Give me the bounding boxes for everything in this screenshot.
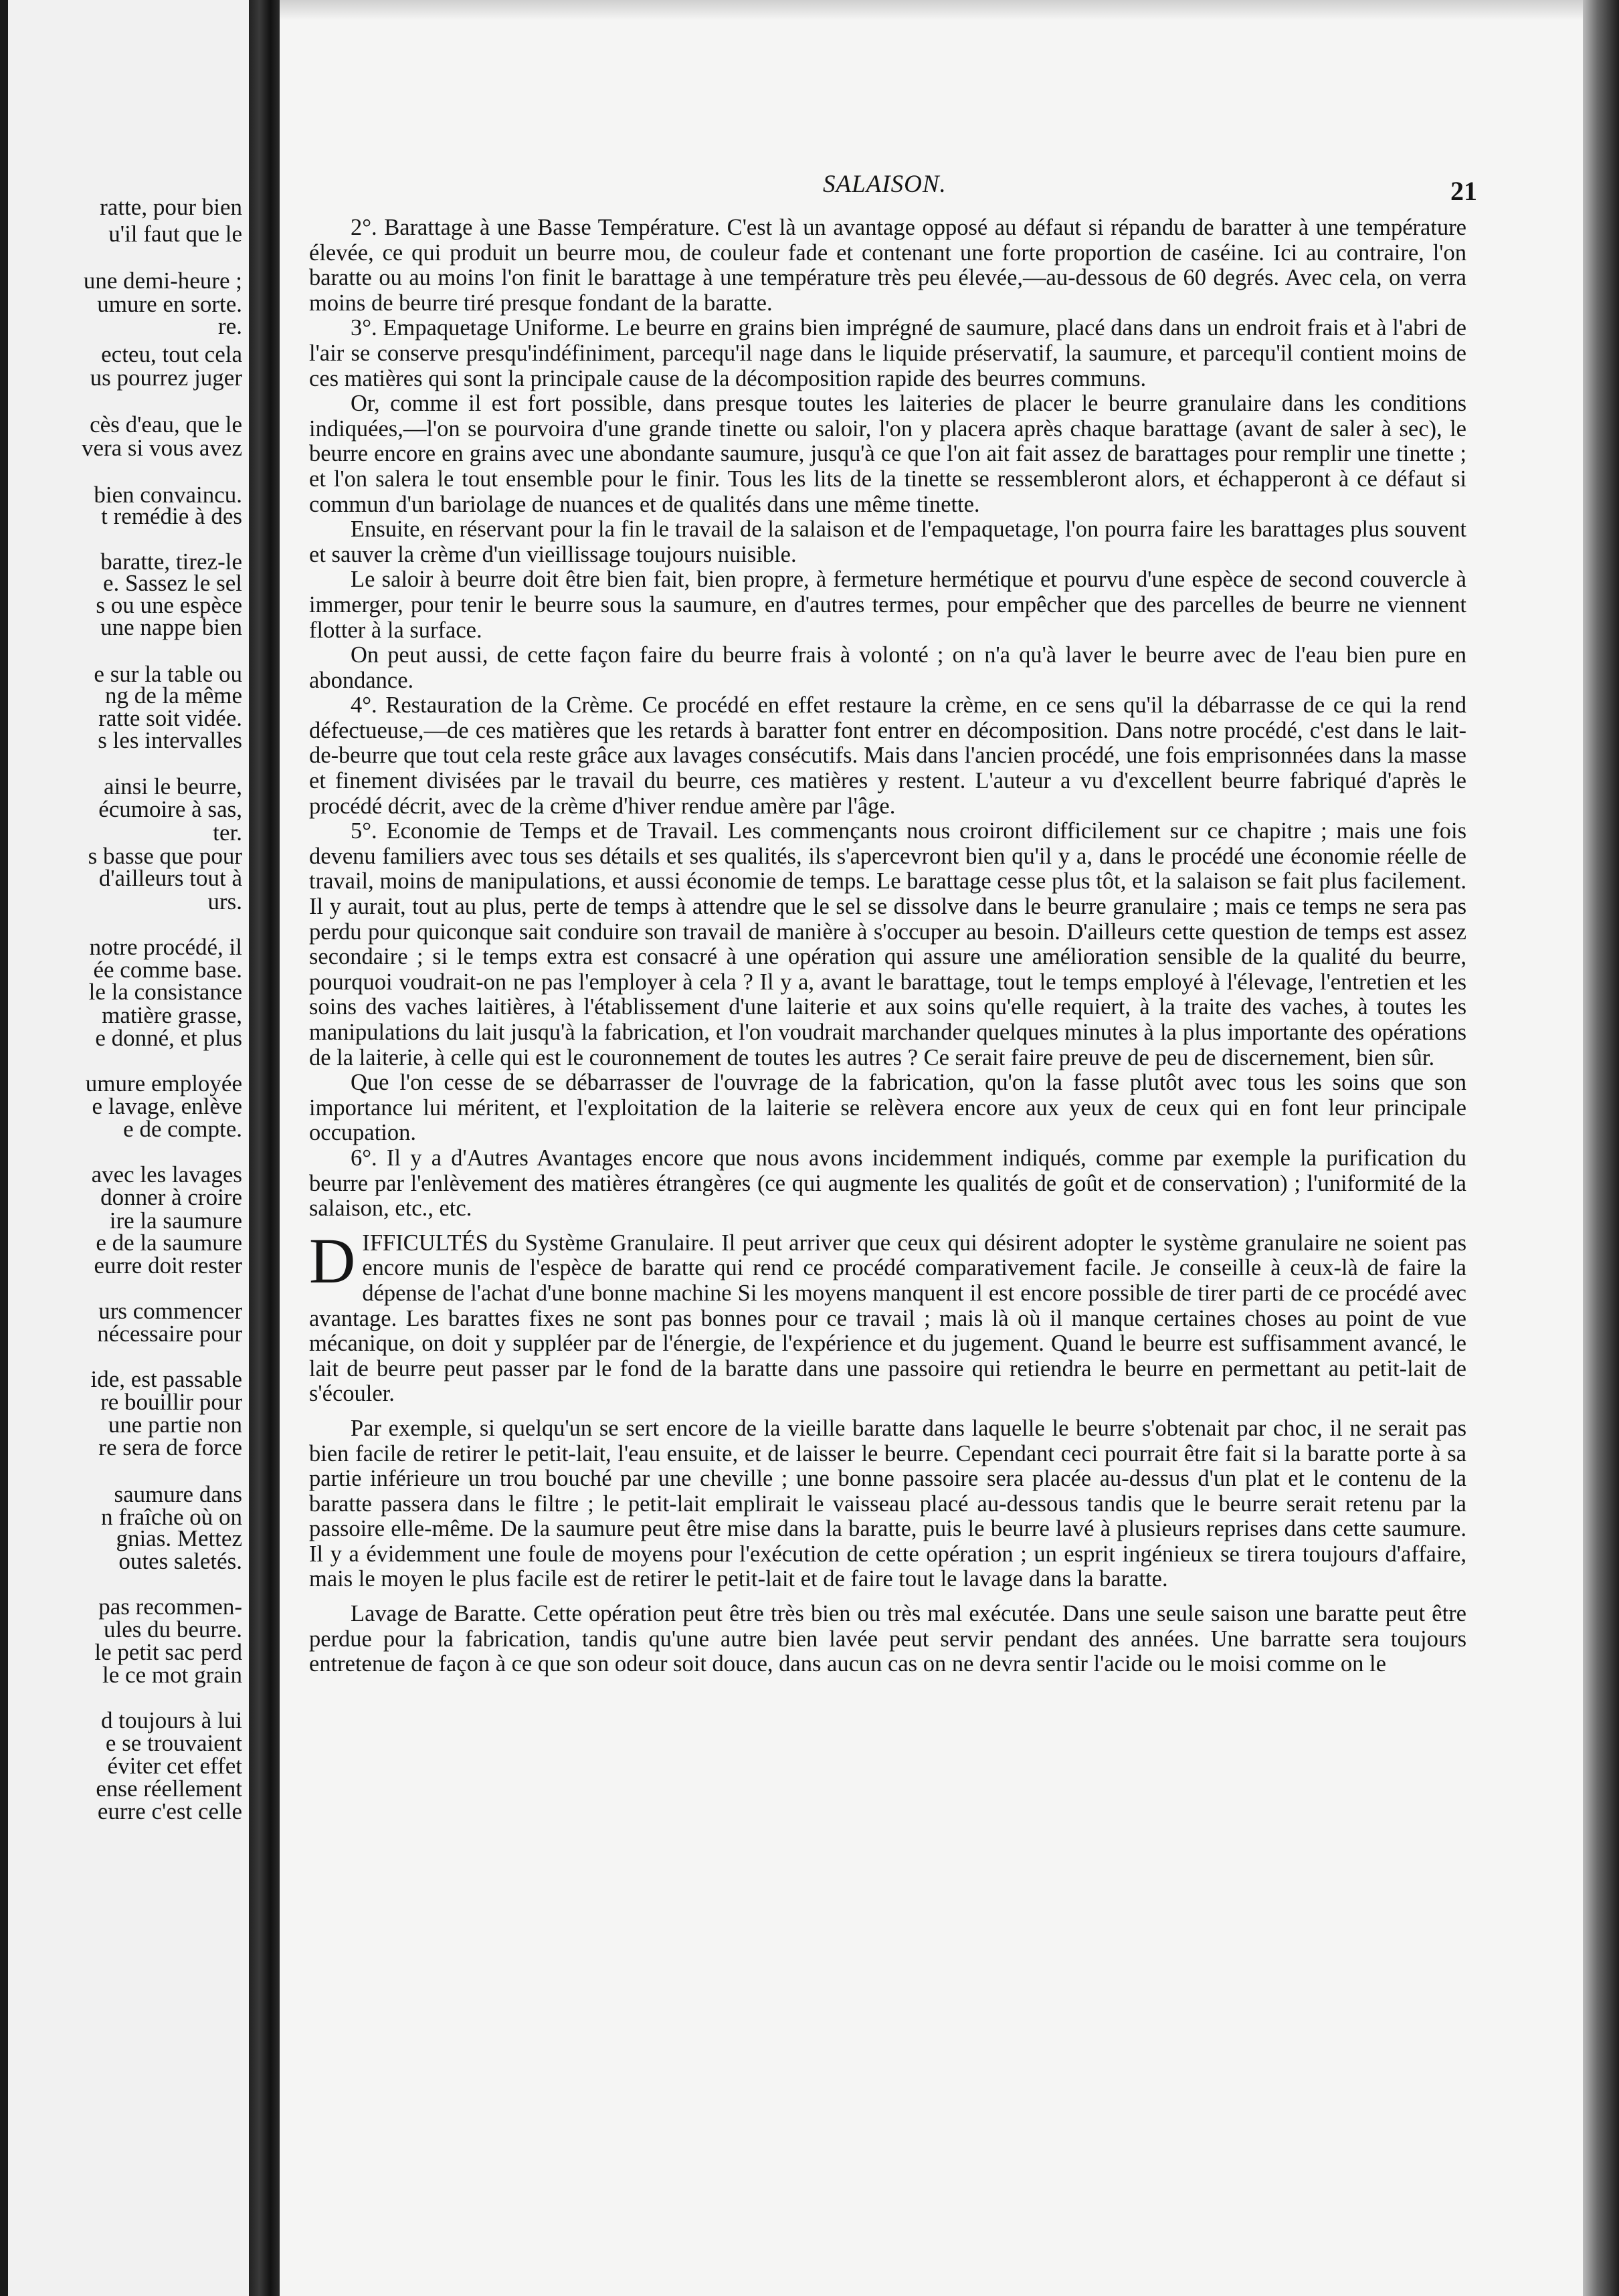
paragraph: On peut aussi, de cette façon faire du beurre frais à volonté ; on n'a qu'à laver le beurre avec de l'eau bien pure en abondance. (309, 642, 1466, 693)
left-page-line: umure employée (85, 1070, 242, 1096)
left-page-line: eurre c'est celle (97, 1798, 242, 1824)
paragraph: 6°. Il y a d'Autres Avantages encore que nous avons incidemment indiqués, comme par exemple la purification du beurre par l'enlèvement des matières étrangères (ce qui augmente les qualités de goût et de conservation) ; l'uniformité de la salaison, etc., etc. (309, 1145, 1466, 1222)
left-page-line: ée comme base. (93, 957, 242, 983)
left-page-line: baratte, tirez-le (100, 549, 242, 575)
left-page-line: urs. (207, 888, 242, 915)
left-page-line: d toujours à lui (101, 1707, 242, 1733)
left-page-line: ide, est passable (90, 1366, 242, 1392)
left-page-line: n fraîche où on (101, 1504, 242, 1530)
left-page-line: u'il faut que le (108, 221, 242, 247)
left-page-line: ratte, pour bien (100, 194, 242, 220)
left-page-line: le la consistance (88, 979, 242, 1005)
left-page-line: t remédie à des (101, 503, 242, 529)
left-page-line: une nappe bien (100, 614, 242, 640)
left-page-line: e de compte. (123, 1116, 242, 1142)
paragraph: 3°. Empaquetage Uniforme. Le beurre en grains bien imprégné de saumure, placé dans dans un endroit frais et à l'abri de l'air se conserve presqu'indéfiniment, parcequ'il nage dans le liquide préservatif, la saumure, et parcequ'il contient moins de ces matières qui sont la principale cause de la décomposition rapide des beurres communs. (309, 315, 1466, 391)
right-page-edge-shadow (1583, 0, 1619, 2296)
left-page-line: re bouillir pour (100, 1389, 242, 1415)
left-page-line: e. Sassez le sel (103, 570, 242, 596)
paragraph: Par exemple, si quelqu'un se sert encore de la vieille baratte dans laquelle le beurre s'obtenait par choc, il ne serait pas bien facile de retirer le petit-lait, l'eau ensuite, et de laisser le beurre. Cependant ceci pourrait être fait si la baratte porte à sa partie inférieure un trou bouché par une cheville ; une bonne passoire sera placée au-dessus d'un plat et le contenu de la baratte passera dans le filtre ; le petit-lait emplirait le vaisseau placé au-dessous tandis que le beurre serait retenu par la passoire elle-même. De la saumure peut être mise dans la baratte, puis le beurre lavé à plusieurs reprises dans cette saumure. Il y a évidemment une foule de moyens pour l'exécution de cette opération ; un esprit ingénieux se tirera toujours d'affaire, mais le moyen le plus facile est de retirer le petit-lait et de faire tout le lavage dans la baratte. (309, 1415, 1466, 1592)
left-page-line: saumure dans (114, 1481, 242, 1507)
left-page-line: notre procédé, il (89, 934, 242, 960)
left-page-line: gnias. Mettez (116, 1525, 242, 1551)
left-page-line: umure en sorte. (97, 291, 242, 317)
running-title: SALAISON. (823, 171, 947, 198)
book-gutter (249, 0, 280, 2296)
page-top-edge (280, 0, 1583, 20)
left-page-line: ainsi le beurre, (104, 773, 242, 799)
left-page-line: s ou une espèce (96, 592, 242, 618)
section-text: IFFICULTÉS du Système Granulaire. Il peut arriver que ceux qui désirent adopter le système granulaire ne soient pas encore munis de l'espèce de baratte qui rend ce procédé comparativement facile. Je conseille à ceux-là de faire la dépense de l'achat d'une bonne machine Si les moyens manquent il est encore possible de tirer parti de ce procédé avec avantage. Les barattes fixes ne sont pas bonnes pour ce travail ; mais là où il manque certaines choses au point de vue mécanique, on doit y suppléer par de l'énergie, de l'expérience et du jugement. Quand le beurre est suffisamment avancé, le lait de beurre peut passer par le fond de la baratte dans une passoire qui retiendra le beurre en permettant au petit-lait de s'écouler. (309, 1230, 1466, 1407)
left-page-line: e donné, et plus (95, 1025, 242, 1051)
paragraph: Le saloir à beurre doit être bien fait, bien propre, à fermeture hermétique et pourvu d'une espèce de second couvercle à immerger, pour tenir le beurre sous la saumure, en d'autres termes, pour empêcher que des parcelles de beurre ne viennent flotter à la surface. (309, 567, 1466, 643)
left-page-line: urs commencer (98, 1298, 242, 1324)
left-page-line: le ce mot grain (102, 1662, 242, 1688)
left-page-line: ratte soit vidée. (98, 705, 242, 731)
left-page-line: matière grasse, (102, 1002, 242, 1028)
left-page-line: re. (218, 313, 242, 339)
left-page-fragment (0, 0, 249, 2296)
paragraph: Ensuite, en réservant pour la fin le travail de la salaison et de l'empaquetage, l'on pourra faire les barattages plus souvent et sauver la crème d'un vieillissage toujours nuisible. (309, 516, 1466, 567)
section-paragraph (309, 1224, 1466, 1407)
left-page-line: e sur la table ou (94, 661, 242, 687)
left-page-line: ules du beurre. (103, 1616, 242, 1642)
drop-cap: D (309, 1224, 356, 1297)
left-page-line: vera si vous avez (81, 435, 242, 461)
page-number: 21 (1450, 176, 1477, 206)
paragraph: 2°. Barattage à une Basse Température. C'est là un avantage opposé au défaut si répandu de baratter à une température élevée, ce qui produit un beurre mou, de couleur fade et contenant une forte proportion de caséine. Ici au contraire, l'on baratte ou au moins l'on finit le barattage à une température très peu élevée,—au-dessous de 60 degrés. Avec cela, on verra moins de beurre tiré presque fondant de la baratte. (309, 215, 1466, 316)
left-page-line: e lavage, enlève (92, 1093, 242, 1119)
left-page-line: ng de la même (104, 682, 242, 708)
left-page-line: une partie non (108, 1412, 242, 1438)
left-page-line: e se trouvaient (105, 1730, 242, 1756)
paragraph: Or, comme il est fort possible, dans presque toutes les laiteries de placer le beurre granulaire dans les conditions indiquées,—l'on se pourvoira d'une grande tinette ou saloir, l'on y placera après chaque barattage (avant de saler à sec), le beurre encore en grains avec une abondante saumure, jusqu'à ce que l'on ait fait assez de barattages pour remplir une tinette ; et l'on salera le tout ensemble pour le finir. Tous les lits de la tinette se ressembleront alors, et échapperont à ce défaut si commun d'un bariolage de nuances et de qualités dans une même tinette. (309, 391, 1466, 517)
left-page-line: us pourrez juger (90, 365, 242, 391)
left-page-line: s les intervalles (98, 727, 242, 753)
left-page-edge (0, 0, 8, 2296)
left-page-line: s basse que pour (88, 843, 242, 869)
left-page-line: ecteu, tout cela (101, 341, 242, 367)
left-page-line: eurre doit rester (94, 1252, 242, 1278)
left-page-line: une demi-heure ; (83, 268, 242, 294)
left-page-line: ire la saumure (109, 1208, 242, 1234)
left-page-line: avec les lavages (91, 1161, 242, 1187)
left-page-line: outes saletés. (118, 1548, 242, 1574)
left-page-line: e de la saumure (96, 1230, 242, 1256)
left-page-line: d'ailleurs tout à (98, 865, 242, 891)
left-page-line: bien convaincu. (94, 482, 242, 508)
left-page-line: ense réellement (96, 1776, 242, 1802)
left-page-line: écumoire à sas, (98, 796, 242, 822)
left-page-line: donner à croire (100, 1184, 242, 1210)
page-body (309, 215, 1466, 1677)
left-page-line: ter. (213, 820, 242, 846)
left-page-line: cès d'eau, que le (90, 411, 242, 438)
paragraph: Lavage de Baratte. Cette opération peut être très bien ou très mal exécutée. Dans une seule saison une baratte peut être perdue pour la fabrication, tandis qu'une autre bien lavée peut servir pendant des années. Une barratte sera toujours entretenue de façon à ce que son odeur soit douce, dans aucun cas on ne devra sentir l'acide ou le moisi comme on le (309, 1601, 1466, 1677)
left-page-line: le petit sac perd (94, 1639, 242, 1665)
paragraph: 5°. Economie de Temps et de Travail. Les commençants nous croiront difficilement sur ce chapitre ; mais une fois devenu familiers avec tous ses détails et ses qualités, ils s'apercevront bien qu'il y a, dans le procédé une économie réelle de travail, moins de manipulations, et aussi économie de temps. Le barattage cesse plus tôt, et la salaison se fait plus facilement. Il y aurait, tout au plus, perte de temps à attendre que le sel se dissolve dans le beurre granulaire ; mais ce temps ne sera pas perdu pour quiconque sait conduire son travail de manière à s'occuper au besoin. D'ailleurs cette question de temps est assez secondaire ; si le temps extra est consacré à une opération qui assure une amélioration sensible de la qualité du beurre, pourquoi voudrait-on ne pas l'employer à cela ? Il y a, avant le barattage, tout le temps employé à l'élevage, l'entretien et les soins des vaches laitières, à l'établissement d'une laiterie et aux soins qu'elle requiert, à la traite des vaches, à toutes les manipulations du lait jusqu'à la fabrication, et l'on voudrait marchander quelques minutes à la plus importante des opérations de la laiterie, à celle qui est le couronnement de toutes les autres ? Ce serait faire preuve de peu de discernement, bien sûr. (309, 818, 1466, 1070)
left-page-line: nécessaire pour (97, 1321, 242, 1347)
left-page-line: pas recommen- (98, 1594, 242, 1620)
left-page-line: re sera de force (98, 1434, 242, 1460)
paragraph: 4°. Restauration de la Crème. Ce procédé en effet restaure la crème, en ce sens qu'il la débarrasse de ce qui la rend défectueuse,—de ces matières que les retards à baratter font entrer en décomposition. Dans notre procédé, c'est dans le lait-de-beurre que tout cela reste grâce aux lavages consécutifs. Mais dans l'ancien procédé, une fois emprisonnées dans la masse et finement divisées par le travail du beurre, ces matières y restent. L'auteur a vu d'excellent beurre fabriqué d'après le procédé décrit, avec de la crème d'hiver rendue amère par l'âge. (309, 692, 1466, 819)
paragraph: Que l'on cesse de se débarrasser de l'ouvrage de la fabrication, qu'on la fasse plutôt avec tous les soins que son importance lui méritent, et l'exploitation de la laiterie se relèvera encore aux yeux de ceux qui en font leur principale occupation. (309, 1070, 1466, 1146)
left-page-line: éviter cet effet (107, 1753, 242, 1779)
